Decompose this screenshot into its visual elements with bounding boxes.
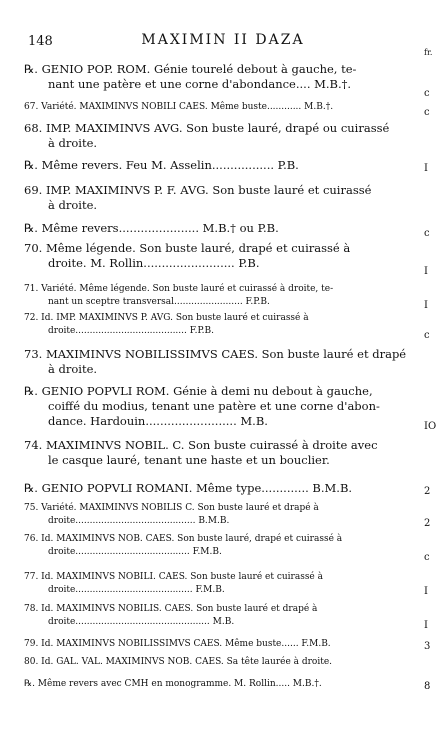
- rarity-mark: I: [424, 163, 428, 174]
- rarity-mark: I: [424, 266, 428, 277]
- catalogue-entry: [24, 241, 406, 271]
- rarity-mark: I: [424, 620, 428, 631]
- entry-line: le casque lauré, tenant une haste et un bouclier.: [48, 453, 330, 467]
- rarity-mark: 2: [424, 486, 431, 497]
- catalogue-entry: [24, 438, 406, 468]
- catalogue-entry: [24, 101, 406, 114]
- catalogue-entry: [24, 158, 406, 173]
- entry-line: nant une patère et une corne d'abondance.... M.B.†.: [48, 77, 352, 91]
- catalogue-entry: [24, 603, 406, 629]
- entry-line: ℞. Même revers. Feu M. Asselin................. P.B.: [24, 158, 299, 172]
- rarity-mark: 2: [424, 518, 431, 529]
- rarity-mark: c: [424, 552, 430, 563]
- catalogue-entry: [24, 183, 406, 213]
- catalogue-entry: [24, 678, 406, 691]
- entry-line: 69. IMP. MAXIMINVS P. F. AVG. Son buste lauré et cuirassé: [24, 183, 372, 197]
- catalogue-entry: [24, 62, 406, 92]
- rarity-mark: c: [424, 330, 430, 341]
- rarity-mark: c: [424, 107, 430, 118]
- rarity-mark: I: [424, 586, 428, 597]
- entry-line: ℞. Même revers...................... M.B.† ou P.B.: [24, 221, 279, 235]
- rarity-mark: 3: [424, 641, 431, 652]
- catalogue-entry: [24, 502, 406, 528]
- entry-line: 73. MAXIMINVS NOBILISSIMVS CAES. Son buste lauré et drapé: [24, 347, 406, 361]
- catalogue-entry: [24, 347, 406, 377]
- catalogue-entry: [24, 571, 406, 597]
- entry-line: 77. Id. MAXIMINVS NOBILI. CAES. Son buste lauré et cuirassé à: [24, 572, 323, 582]
- rarity-mark: c: [424, 228, 430, 239]
- entry-line: coiffé du modius, tenant une patère et une corne d'abon-: [48, 399, 380, 413]
- rarity-mark: IO: [424, 421, 437, 432]
- entry-line: 76. Id. MAXIMINVS NOB. CAES. Son buste lauré, drapé et cuirassé à: [24, 534, 343, 544]
- entry-line: 70. Même légende. Son buste lauré, drapé et cuirassé à: [24, 241, 351, 255]
- entry-line: droite......................................... F.M.B.: [48, 585, 225, 595]
- entry-line: droite............................................... M.B.: [48, 617, 235, 627]
- catalogue-entry: [24, 312, 406, 338]
- entry-line: à droite.: [48, 198, 98, 212]
- entry-line: ℞. Même revers avec CMH en monogramme. M. Rollin..... M.B.†.: [24, 679, 322, 689]
- catalogue-entry: [24, 384, 406, 429]
- entry-line: 79. Id. MAXIMINVS NOBILISSIMVS CAES. Même buste...... F.M.B.: [24, 639, 331, 649]
- entry-line: 68. IMP. MAXIMINVS AVG. Son buste lauré, drapé ou cuirassé: [24, 121, 390, 135]
- entry-line: 80. Id. GAL. VAL. MAXIMINVS NOB. CAES. Sa tête laurée à droite.: [24, 657, 333, 667]
- entry-line: nant un sceptre transversal........................ F.P.B.: [48, 297, 270, 307]
- rarity-mark: I: [424, 300, 428, 311]
- entry-line: 74. MAXIMINVS NOBIL. C. Son buste cuirassé à droite avec: [24, 438, 378, 452]
- catalogue-entry: [24, 481, 406, 496]
- rarity-mark: 8: [424, 681, 431, 692]
- catalogue-entry: [24, 533, 406, 559]
- entry-line: 67. Variété. MAXIMINVS NOBILI CAES. Même buste............ M.B.†.: [24, 102, 334, 112]
- entry-line: ℞. GENIO POPVLI ROMANI. Même type............. B.M.B.: [24, 481, 353, 495]
- entry-line: 78. Id. MAXIMINVS NOBILIS. CAES. Son buste lauré et drapé à: [24, 604, 318, 614]
- entry-line: à droite.: [48, 136, 98, 150]
- entry-line: à droite.: [48, 362, 98, 376]
- entry-line: droite.......................................... B.M.B.: [48, 516, 230, 526]
- entry-line: dance. Hardouin......................... M.B.: [48, 414, 268, 428]
- entry-line: ℞. GENIO POPVLI ROM. Génie à demi nu debout à gauche,: [24, 384, 373, 398]
- running-title: MAXIMIN II DAZA: [141, 32, 305, 48]
- entry-line: droite. M. Rollin......................... P.B.: [48, 256, 260, 270]
- catalogue-entry: [24, 121, 406, 151]
- corner-note: fr.: [424, 48, 433, 57]
- catalogue-entry: [24, 283, 406, 309]
- entry-line: 71. Variété. Même légende. Son buste lauré et cuirassé à droite, te-: [24, 284, 334, 294]
- entry-line: ℞. GENIO POP. ROM. Génie tourelé debout à gauche, te-: [24, 62, 357, 76]
- catalogue-entry: [24, 638, 406, 651]
- entry-line: 75. Variété. MAXIMINVS NOBILIS C. Son buste lauré et drapé à: [24, 503, 319, 513]
- rarity-mark: c: [424, 88, 430, 99]
- entry-line: 72. Id. IMP. MAXIMINVS P. AVG. Son buste lauré et cuirassé à: [24, 313, 309, 323]
- entry-line: droite....................................... F.P.B.: [48, 326, 215, 336]
- catalogue-entry: [24, 656, 406, 669]
- entry-line: droite........................................ F.M.B.: [48, 547, 222, 557]
- page-number: 148: [28, 34, 53, 49]
- catalogue-entry: [24, 221, 406, 236]
